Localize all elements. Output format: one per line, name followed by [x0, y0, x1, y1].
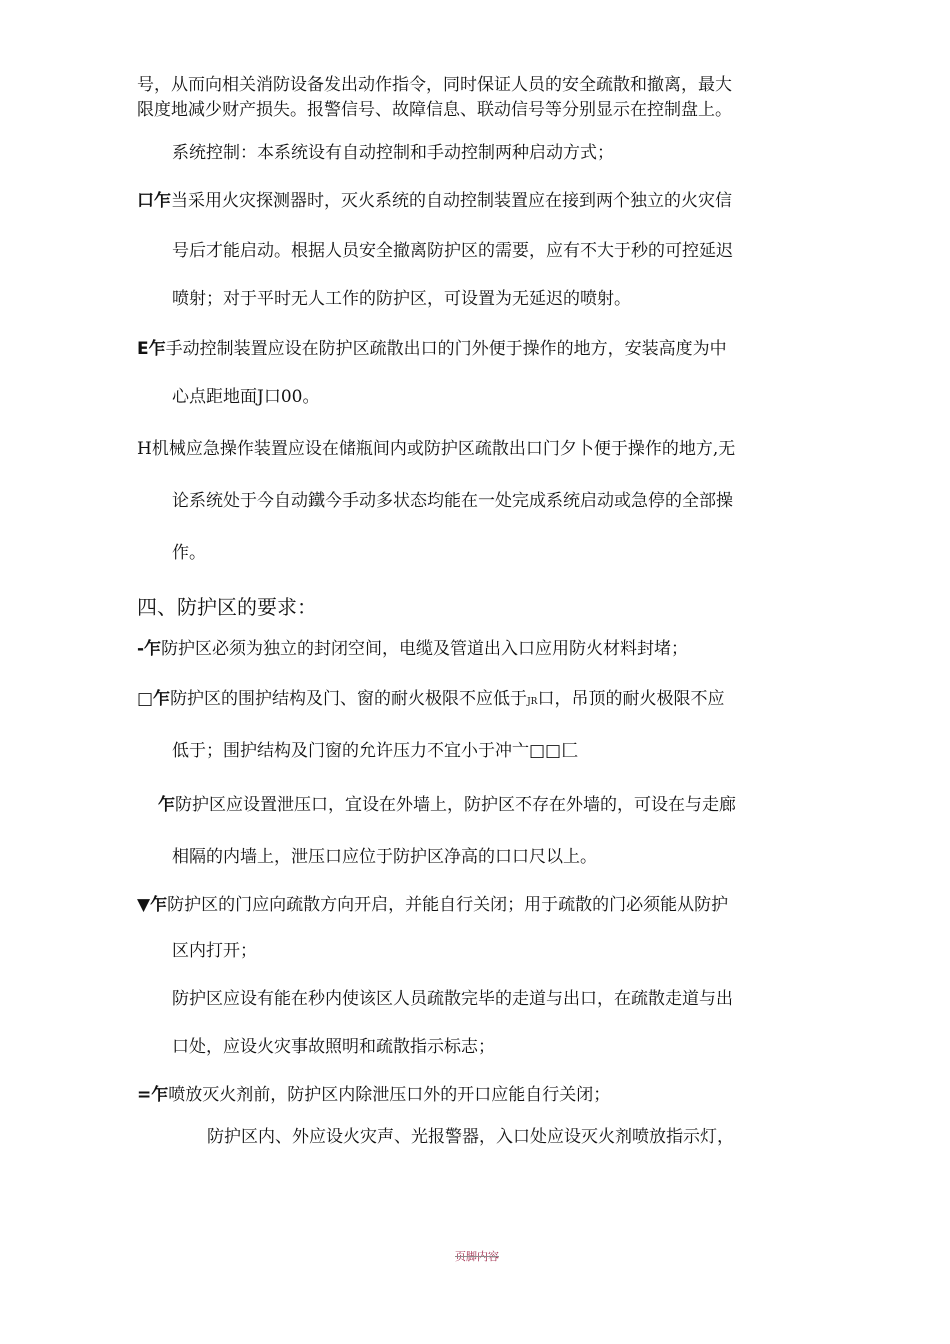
text-line: 低于；围护结构及门窗的允许压力不宜小于冲亠□□匚 [172, 741, 579, 761]
list-item [137, 338, 727, 360]
section-heading: 四、防护区的要求： [137, 595, 317, 619]
list-item [137, 688, 724, 713]
list-marker: E乍 [137, 339, 166, 359]
text-line: 喷射；对于平时无人工作的防护区，可设置为无延迟的喷射。 [172, 289, 631, 309]
text-line: 论系统处于今自动鐵今手动多状态均能在一处完成系统启动或急停的全部操 [172, 491, 733, 511]
text-line: 手动控制装置应设在防护区疏散出口的门外便于操作的地方，安装高度为中 [165, 339, 727, 359]
superscript-fragment: JR [527, 697, 538, 707]
text-line: 防护区应设有能在秒内使该区人员疏散完毕的走道与出口，在疏散走道与出 [172, 989, 733, 1009]
list-marker: 乍 [158, 795, 175, 815]
text-line: 区内打开； [172, 941, 257, 961]
list-marker: ▼乍 [137, 895, 168, 915]
list-marker: =乍 [137, 1085, 169, 1105]
text-line: 防护区必须为独立的封闭空间，电缆及管道出入口应用防火材料封堵； [161, 639, 689, 659]
list-item [137, 894, 728, 916]
list-marker: -乍 [137, 639, 162, 659]
list-marker: 口乍 [137, 191, 171, 211]
text-line: 当采用火灾探测器时，灭火系统的自动控制装置应在接到两个独立的火灾信 [171, 191, 732, 211]
text-line: 喷放灭火剂前，防护区内除泄压口外的开口应能自行关闭； [168, 1085, 611, 1105]
list-item [158, 794, 736, 816]
list-item [137, 638, 688, 660]
text-line: 心点距地面J口00。 [172, 387, 320, 407]
page-footer: 页脚内容 [455, 1250, 499, 1263]
text-line: 系统控制：本系统设有自动控制和手动控制两种启动方式； [172, 143, 614, 163]
text-line: 号，从而向相关消防设备发出动作指令，同时保证人员的安全疏散和撤离，最大 [137, 75, 732, 95]
text-line: 口处，应设火灾事故照明和疏散指示标志； [172, 1037, 495, 1057]
list-item [137, 190, 732, 212]
text-line: 防护区内、外应设火灾声、光报警器，入口处应设灭火剂喷放指示灯， [207, 1127, 734, 1147]
text-line: 防护区的门应向疏散方向开启，并能自行关闭；用于疏散的门必须能从防护 [167, 895, 729, 915]
text-line: 防护区应设置泄压口，宜设在外墙上，防护区不存在外墙的，可设在与走廊 [175, 795, 736, 815]
text-line: 口，吊顶的耐火极限不应 [537, 689, 725, 709]
list-item [137, 1084, 610, 1106]
text-line: 作。 [172, 543, 206, 563]
text-line: 号后才能启动。根据人员安全撤离防护区的需要，应有不大于秒的可控延迟 [172, 241, 733, 261]
text-line: 限度地减少财产损失。报警信号、故障信息、联动信号等分别显示在控制盘上。 [137, 100, 732, 120]
text-line: H机械应急操作装置应设在储瓶间内或防护区疏散出口门夕卜便于操作的地方,无 [137, 439, 736, 459]
text-line: 相隔的内墙上，泄压口应位于防护区净高的口口尺以上。 [172, 847, 597, 867]
list-marker: □乍 [137, 689, 171, 709]
text-line: 防护区的围护结构及门、窗的耐火极限不应低于 [170, 689, 528, 709]
